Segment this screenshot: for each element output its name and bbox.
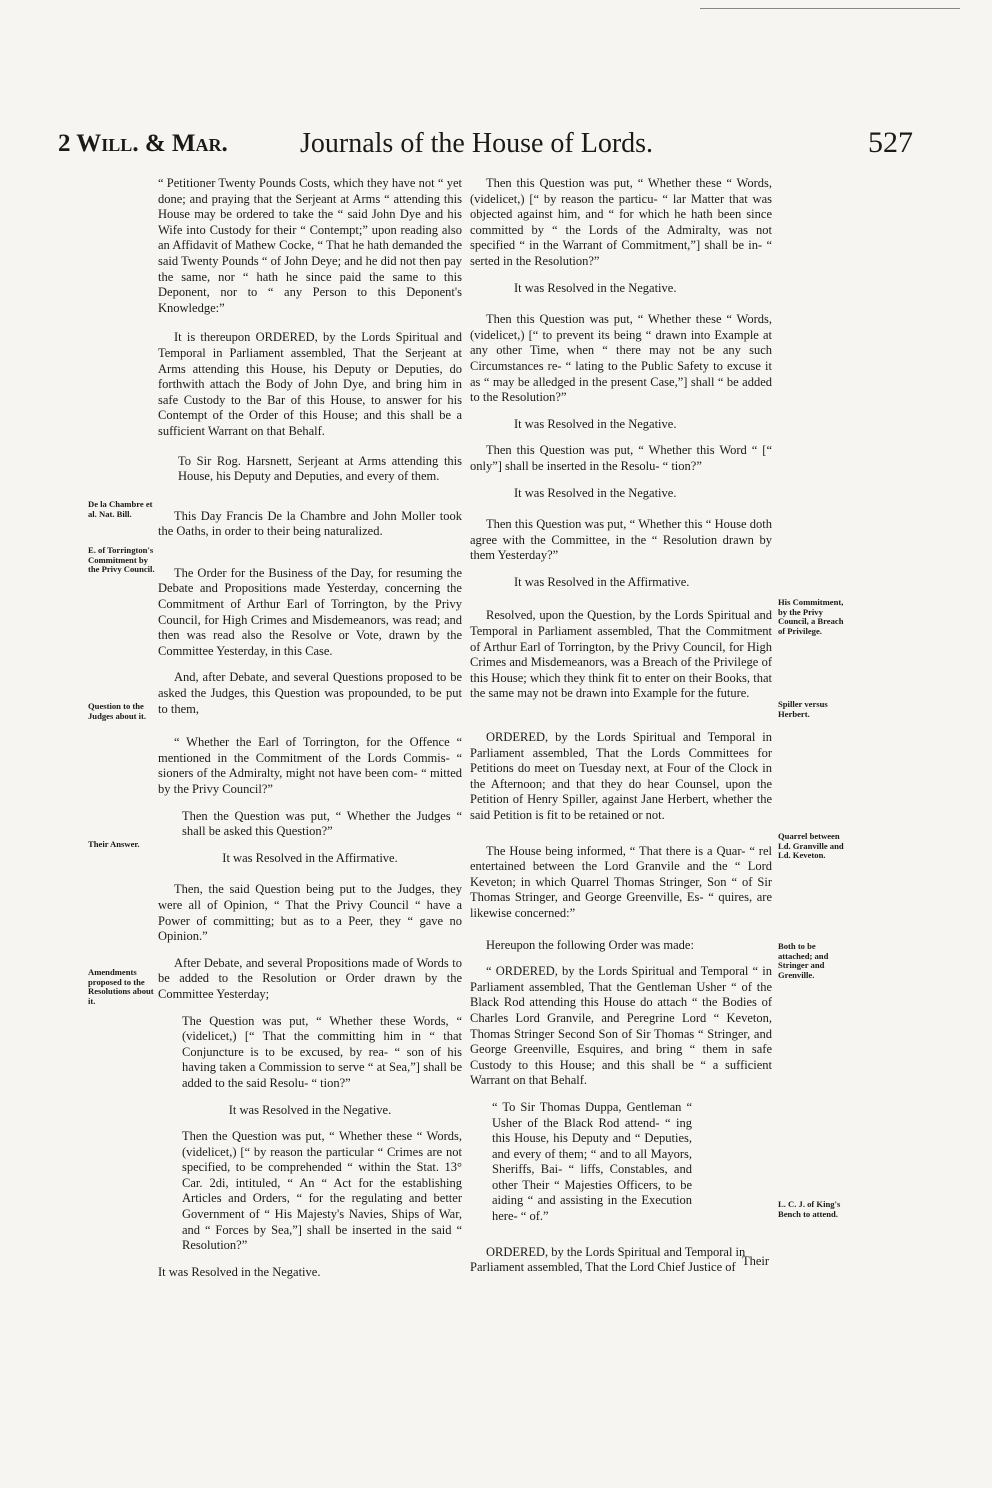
paragraph: “ Whether the Earl of Torrington, for the Offence “ mentioned in the Commitment of the Lords Commis- “ sioners of the Admiralty, might not have been com- “ mitted by the Privy Council?” xyxy=(158,735,462,796)
paragraph: Then this Question was put, “ Whether this “ House doth agree with the Committee, in the “ Resolution drawn by them Yesterday?” xyxy=(470,517,772,563)
page-number: 527 xyxy=(868,126,913,159)
resolution: It was Resolved in the Negative. xyxy=(514,280,677,295)
header-regnal-year: 2 Will. & Mar. xyxy=(58,130,228,157)
paragraph: The House being informed, “ That there is a Quar- “ rel entertained between the Lord Granvile and the “ Lord Keveton; in which Quarrel Thomas Stringer, Son “ of Sir Thomas Stringer, and George Greenville, Es- “ quires, are likewise concerned:” xyxy=(470,843,772,920)
paragraph: Then, the said Question being put to the Judges, they were all of Opinion, “ That the Privy Council “ have a Power of committing; but as to a Peer, they “ gave no Opinion.” xyxy=(158,882,462,944)
header-title: Journals of the House of Lords. xyxy=(300,128,654,159)
paragraph: Then the Question was put, “ Whether these “ Words, (videlicet,) [“ by reason the particular “ Crimes are not specified, to be comprehended “ within the Stat. 13° Car. 2di, intituled, “ An “ Act for the establishing Articles and Orders, “ for the regulating and better Government of “ His Majesty's Navies, Ships of War, and “ Forces by Sea,”] shall be inserted in the said “ Resolution?” xyxy=(182,1129,462,1253)
catchword: Their xyxy=(742,1254,770,1268)
paragraph: “ Petitioner Twenty Pounds Costs, which they have not “ yet done; and praying that the Serjeant at Arms “ attending this House may be ordered to take the “ said John Dye and his Wife into Custody for their “ Contempt;” upon reading also an Affidavit of Mathew Cocke, “ That he hath demanded the said Twenty Pounds “ of John Deye; and he did not then pay the same, nor “ hath he since paid the same to this Deponent, nor to “ any Person to this Deponent's Knowledge:” xyxy=(158,176,462,315)
paragraph: The Question was put, “ Whether these Words, “ (videlicet,) [“ That the committing him in “ that Conjuncture is to be excused, by rea- “ son of his having taken a Commission to serve “ at Sea,”] shall be added to the said Resolu- “ tion?” xyxy=(182,1013,462,1090)
margin-note: Amendments proposed to the Resolutions about it. xyxy=(88,967,154,1006)
paragraph: ORDERED, by the Lords Spiritual and Temporal in Parliament assembled, That the Lords Committees for Petitions do meet on Tuesday next, at Four of the Clock in the Afternoon; and that they do hear Counsel, upon the Petition of Henry Spiller, against Jane Herbert, whether the said Petition is fit to be retained or not. xyxy=(470,730,772,822)
warrant-address: To Sir Rog. Harsnett, Serjeant at Arms attending this House, his Deputy and Deputies, and every of them. xyxy=(178,453,462,484)
paragraph: Resolved, upon the Question, by the Lords Spiritual and Temporal in Parliament assembled, That the Commitment of Arthur Earl of Torrington, by the Privy Council, for High Crimes and Misdemeanors, was a Breach of the Privilege of this House; which they think fit to enter on their Books, that the same may not be drawn into Example for the future. xyxy=(470,608,772,701)
paragraph: This Day Francis De la Chambre and John Moller took the Oaths, in order to their being naturalized. xyxy=(158,508,462,539)
resolution: It was Resolved in the Negative. xyxy=(228,1102,392,1117)
paragraph: Then this Question was put, “ Whether these “ Words, (videlicet,) [“ by reason the particu- “ lar Matter that was objected against him, and “ for which he hath been since committed by “ the Lords of the Admiralty, was not specified “ in the Warrant of Commitment,”] shall be in- “ serted in the Resolution?” xyxy=(470,176,772,268)
margin-note: Both to be attached; and Stringer and Grenville. xyxy=(778,941,829,980)
paragraph: Then this Question was put, “ Whether this Word “ [“ only”] shall be inserted in the Resolu- “ tion?” xyxy=(470,443,772,473)
margin-note: Quarrel between Ld. Granville and Ld. Keveton. xyxy=(778,831,844,861)
margin-note: L. C. J. of King's Bench to attend. xyxy=(778,1199,841,1219)
paragraph: After Debate, and several Propositions made of Words to be added to the Resolution or Order drawn by the Committee Yesterday; xyxy=(158,955,462,1001)
warrant-address: “ To Sir Thomas Duppa, Gentleman “ Usher of the Black Rod attend- “ ing this House, his Deputy and “ Deputies, and every of them; “ and to all Mayors, Sheriffs, Bai- “ liffs, Constables, and other Their “ Majesties Officers, to be aiding “ and assisting in the Execution here- “ of.” xyxy=(492,1099,692,1224)
paragraph: The Order for the Business of the Day, for resuming the Debate and Propositions made Yesterday, concerning the Commitment of Arthur Earl of Torrington, by the Privy Council, for High Crimes and Misdemeanors, was read; and then was read also the Resolve or Vote, drawn by the Committee Yesterday, in this Case. xyxy=(158,565,462,658)
resolution: It was Resolved in the Negative. xyxy=(514,485,677,500)
paragraph: ORDERED, by the Lords Spiritual and Temporal in Parliament assembled, That the Lord Chief Justice of xyxy=(470,1244,746,1275)
margin-note: Their Answer. xyxy=(88,839,140,849)
margin-note: De la Chambre et al. Nat. Bill. xyxy=(88,499,153,519)
paragraph: Hereupon the following Order was made: xyxy=(486,937,694,952)
paragraph: It is thereupon ORDERED, by the Lords Spiritual and Temporal in Parliament assembled, That the Serjeant at Arms attending this House, his Deputy or Deputies, do forthwith attach the Body of John Dye, and bring him in safe Custody to the Bar of this House, to answer for his Contempt of the Order of this House; and this shall be a sufficient Warrant on that Behalf. xyxy=(158,330,462,438)
paragraph: Then the Question was put, “ Whether the Judges “ shall be asked this Question?” xyxy=(182,808,462,839)
resolution: It was Resolved in the Negative. xyxy=(514,416,677,431)
resolution: It was Resolved in the Affirmative. xyxy=(514,574,690,589)
paragraph: Then this Question was put, “ Whether these “ Words, (videlicet,) [“ to prevent its being “ drawn into Example at any other Time, when “ there may not be any such Circumstances re- “ lating to the Public Safety to excuse it as “ may be alledged in the present Case,”] shall “ be added to the Resolution?” xyxy=(470,312,772,405)
margin-note: Question to the Judges about it. xyxy=(88,701,147,721)
right-column xyxy=(470,176,772,1276)
paragraph: And, after Debate, and several Questions proposed to be asked the Judges, this Question was propounded, to be put to them, xyxy=(158,670,462,716)
margin-note: His Commitment, by the Privy Council, a Breach of Privilege. xyxy=(778,597,844,636)
running-header xyxy=(0,124,992,164)
top-rule xyxy=(700,8,960,9)
margin-note: E. of Torrington's Commitment by the Privy Council. xyxy=(88,545,155,575)
margin-note: Spiller versus Herbert. xyxy=(778,699,828,719)
paragraph: “ ORDERED, by the Lords Spiritual and Temporal “ in Parliament assembled, That the Gentleman Usher “ of the Black Rod attending this House do attach “ the Bodies of Charles Lord Granvile, and Peregrine Lord “ Keveton, Thomas Stringer Second Son of Sir Thomas “ Stringer, and George Greenville, Esquires, and bring “ them in safe Custody to this House; and this shall be “ a sufficient Warrant on that Behalf. xyxy=(470,964,772,1088)
resolution: It was Resolved in the Negative. xyxy=(158,1264,321,1279)
resolution: It was Resolved in the Affirmative. xyxy=(222,850,398,865)
left-column xyxy=(158,176,462,1280)
